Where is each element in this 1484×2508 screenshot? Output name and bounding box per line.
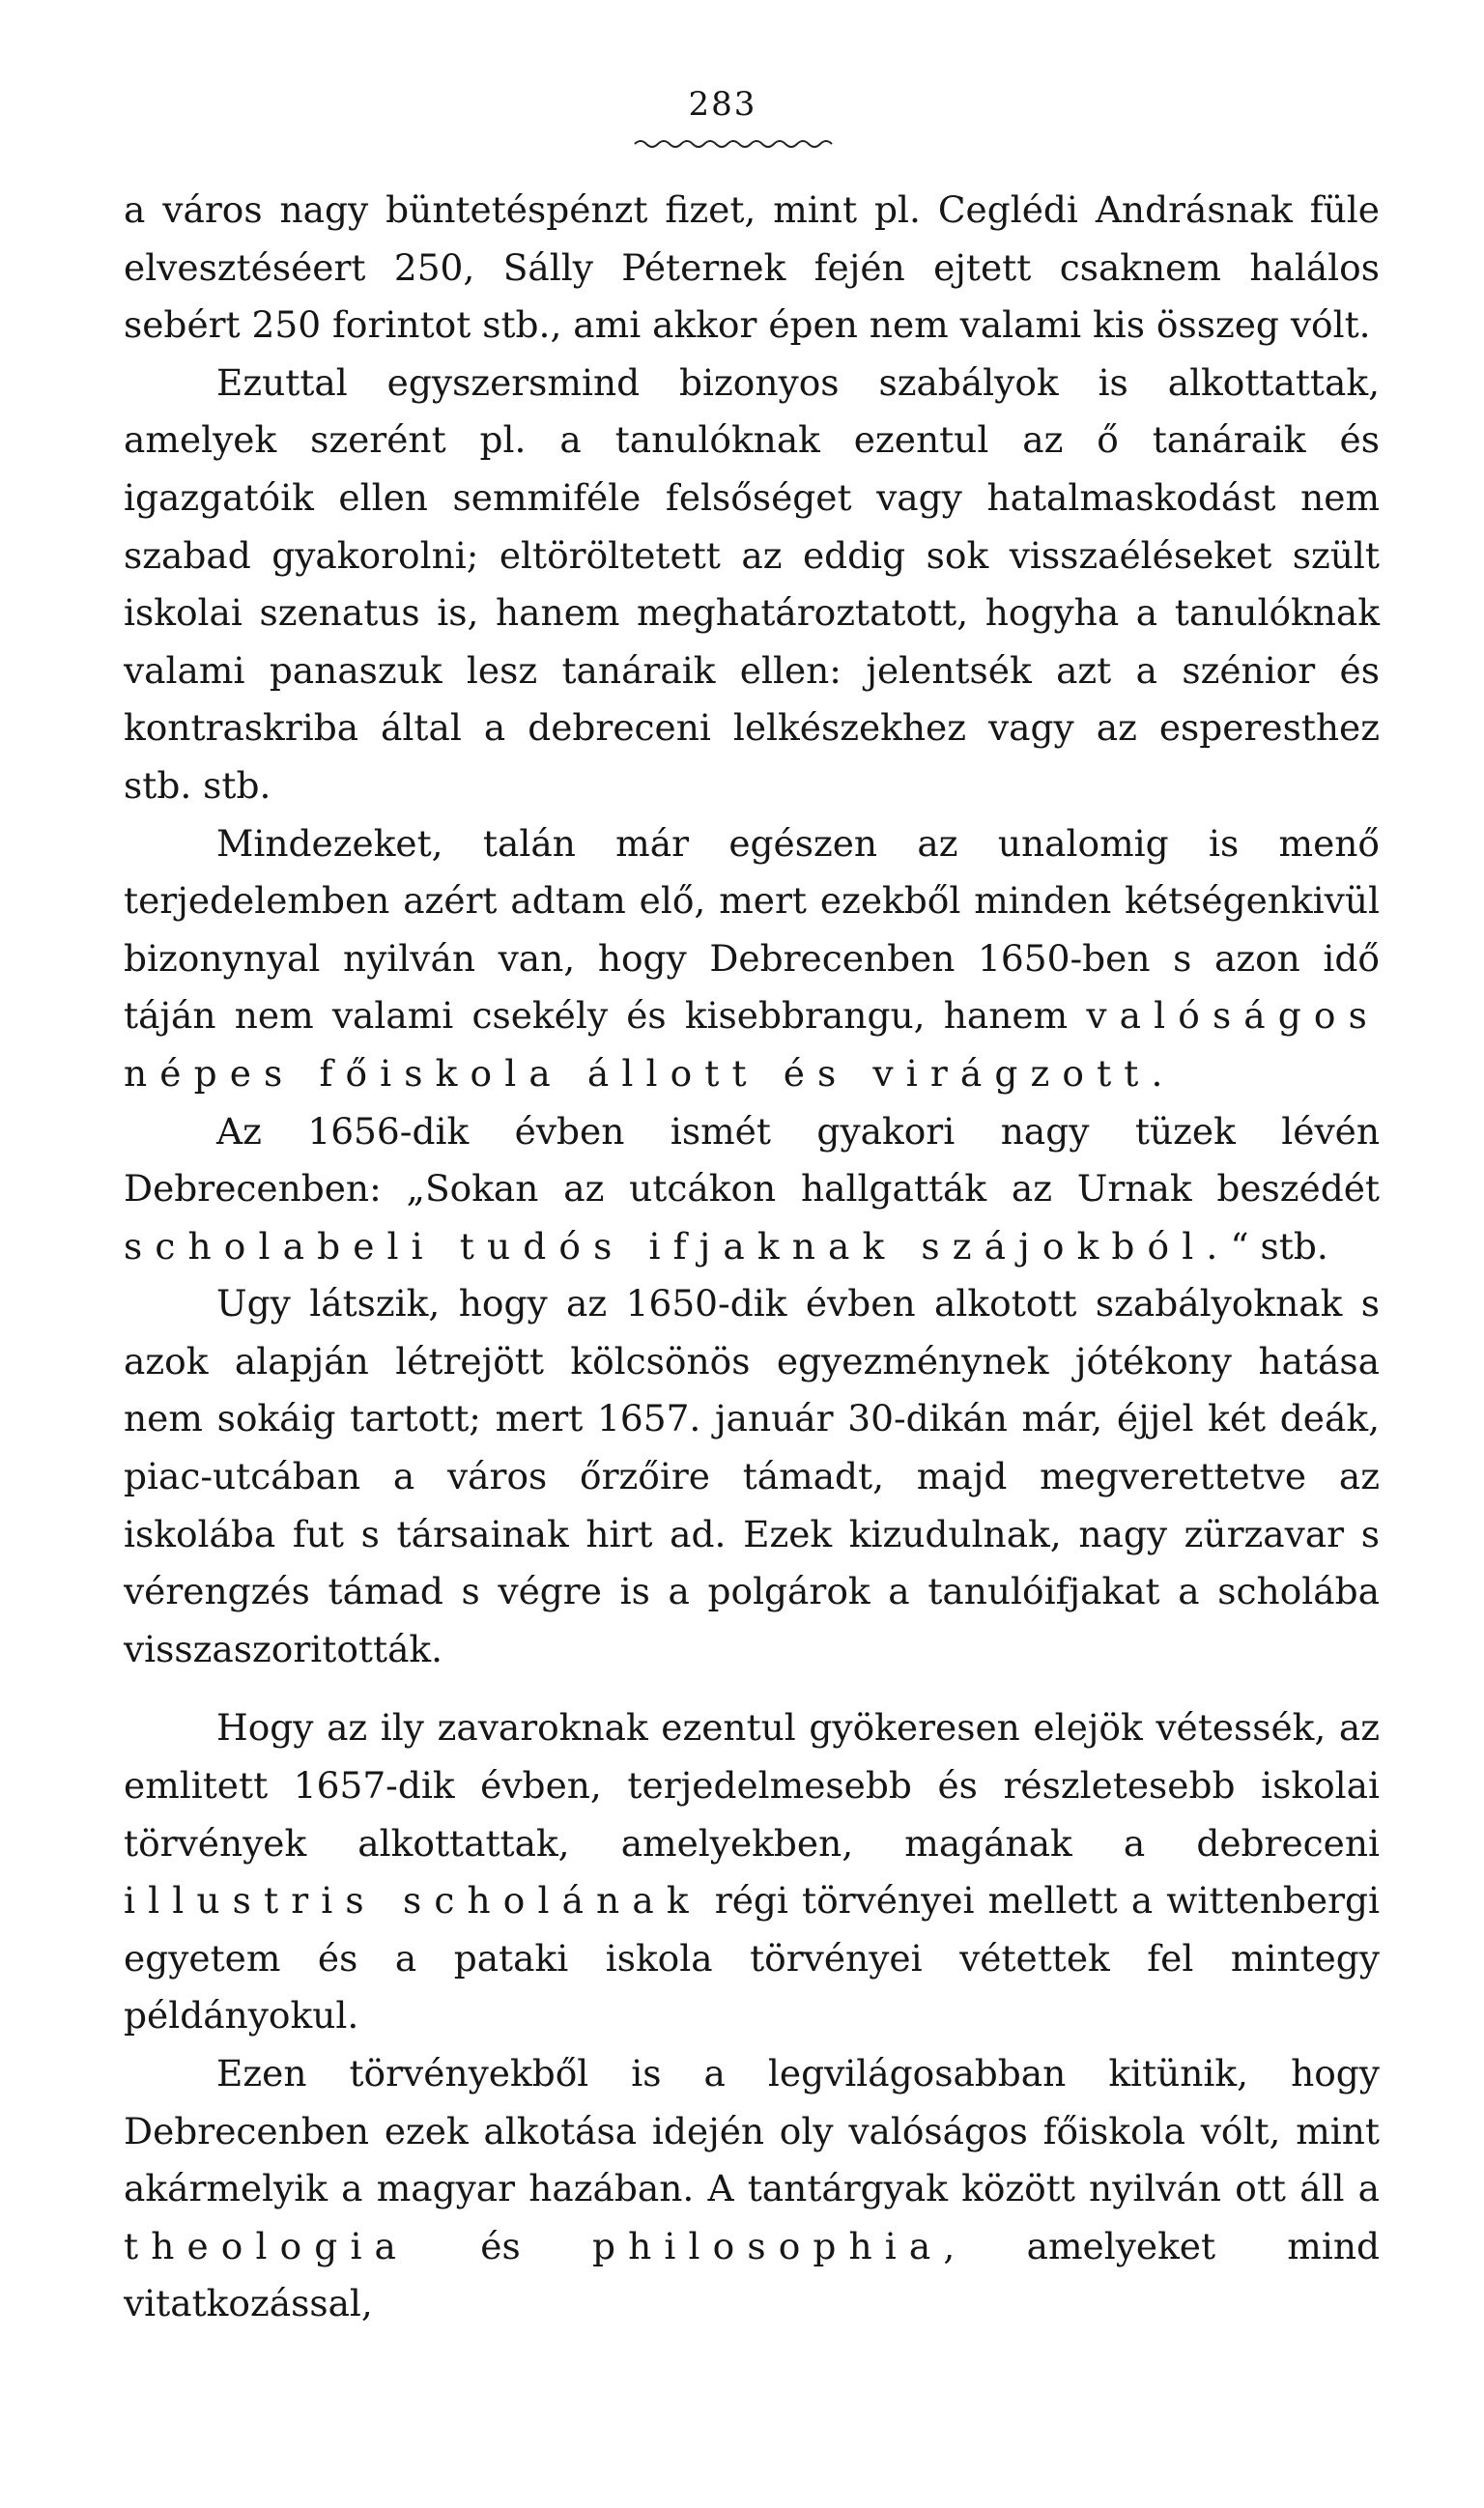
spaced-emphasis-text: valóságos népes főiskola állott és virágzott. <box>124 994 1380 1095</box>
paragraph-text: a város nagy büntetéspénzt fizet, mint pl. Ceglédi Andrásnak füle elvesztéséert 250, Sálly Péternek fején ejtett csaknem halálos sebért 250 forintot stb., ami akkor épen nem valami kis összeg vólt. <box>124 188 1380 347</box>
paragraph-text: , amelyeket mind vitatkozással, <box>124 2224 1381 2325</box>
paragraph <box>124 355 1380 815</box>
paragraph <box>124 815 1380 1103</box>
spaced-emphasis-text: illustris scholának <box>124 1879 701 1923</box>
paragraph <box>124 1103 1380 1276</box>
paragraph <box>124 1275 1380 1678</box>
wavy-rule-ornament <box>633 137 836 151</box>
paragraph-text: Ezuttal egyszersmind bizonyos szabályok is alkottattak, amelyek szerént pl. a tanulóknak ezentul az ő tanáraik és igazgatóik ellen semmiféle felsőséget vagy hatalmaskodást nem szabad gyakorolni; eltöröltetett az eddig sok visszaéléseket szült iskolai szenatus is, hanem meghatároztatott, hogyha a tanulóknak valami panaszuk lesz tanáraik ellen: jelentsék azt a szénior és kontraskriba által a debreceni lelkészekhez vagy az esperesthez stb. stb. <box>124 360 1380 807</box>
spaced-emphasis-text: theologia <box>124 2224 410 2267</box>
paragraph-text: Ezen törvényekből is a legvilágosabban kitünik, hogy Debrecenben ezek alkotása idején oly valóságos főiskola vólt, mint akármelyik a magyar hazában. A tantárgyak között nyilván ott áll a <box>124 2052 1380 2210</box>
paragraph <box>124 182 1380 355</box>
spaced-emphasis-text: scholabeli tudós ifjaknak szájokból. <box>124 1224 1231 1268</box>
spaced-emphasis-text: philosophia <box>591 2224 944 2267</box>
page-header <box>0 85 1484 124</box>
paragraph-text: Hogy az ily zavaroknak ezentul gyökeresen elejök vétessék, az emlitett 1657-dik évben, terjedelmesebb és részletesebb iskolai törvények alkottattak, amelyekben, magának a debreceni <box>124 1706 1380 1865</box>
paragraph <box>124 2045 1380 2333</box>
paragraph-text: és <box>409 2224 592 2267</box>
paragraph-text: “ stb. <box>1230 1224 1328 1268</box>
paragraph-text: régi törvényei mellett a wittenbergi egyetem és a pataki iskola törvényei vétettek fel mintegy példányokul. <box>124 1879 1380 2038</box>
paragraph-text: Ugy látszik, hogy az 1650-dik évben alkotott szabályoknak s azok alapján létrejött kölcsönös egyezménynek jótékony hatása nem sokáig tartott; mert 1657. január 30-dikán már, éjjel két deák, piac-utcában a város őrzőire támadt, majd megverettetve az iskolába fut s társainak hirt ad. Ezek kizudulnak, nagy zürzavar s vérengzés támad s végre is a polgárok a tanulóifjakat a scholába visszaszoritották. <box>124 1282 1380 1670</box>
paragraph-text: Az 1656-dik évben ismét gyakori nagy tüzek lévén Debrecenben: „Sokan az utcákon hallgatták az Urnak beszédét <box>124 1109 1380 1211</box>
body-text <box>124 182 1380 2333</box>
paragraph-text: Mindezeket, talán már egészen az unalomig is menő terjedelemben azért adtam elő, mert ezekből minden kétségenkivül bizonynyal nyilván van, hogy Debrecenben 1650-ben s azon idő táján nem valami csekély és kisebbrangu, hanem <box>124 821 1380 1038</box>
page-number: 283 <box>688 85 757 124</box>
paragraph <box>124 1699 1380 2045</box>
